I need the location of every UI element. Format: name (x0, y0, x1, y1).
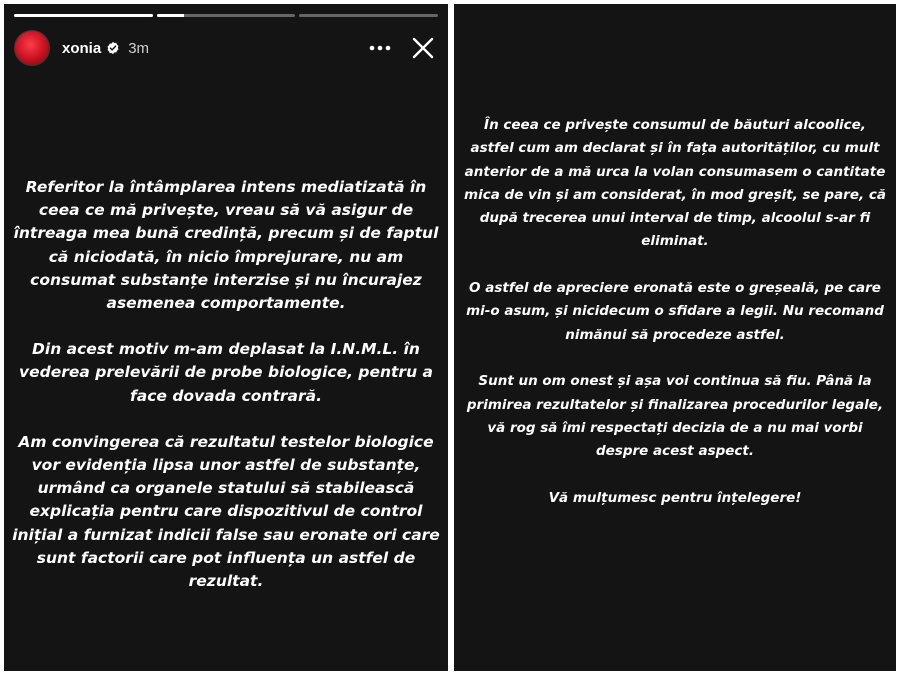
verified-badge-icon (106, 41, 120, 55)
story-text-left (12, 176, 440, 593)
progress-segment-1-fill (14, 14, 153, 17)
story-paragraph: Am convingerea că rezultatul testelor biologice vor evidenția lipsa unor astfel de substanțe, urmând ca organele statului să stabilească explicația pentru care dispozitivul de control inițial a furnizat indicii false sau eronate ori care sunt factorii care pot influența un astfel de rezultat. (12, 432, 440, 591)
progress-segment-1 (14, 14, 153, 17)
story-panel-right (454, 4, 896, 671)
story-text-right (462, 114, 888, 510)
progress-segment-3 (299, 14, 438, 17)
post-time: 3m (128, 39, 150, 57)
more-dots-icon[interactable] (368, 36, 392, 60)
story-header (14, 30, 436, 66)
story-panel-left (4, 4, 448, 671)
progress-segment-2-fill (157, 14, 185, 17)
story-paragraph: Vă mulțumesc pentru înțelegere! (548, 489, 802, 506)
story-paragraph: Referitor la întâmplarea intens mediatizată în ceea ce mă privește, vreau să vă asigur de întreaga mea bună credință, precum și de faptul că niciodată, în nicio împrejurare, nu am consumat substanțe interzise și nu încurajez asemenea comportamente. (13, 178, 439, 313)
progress-segment-2 (157, 14, 296, 17)
story-paragraph: O astfel de apreciere eronată este o greșeală, pe care mi-o asum, și nicidecum o sfidare a legii. Nu recomand nimănui să procedeze astfel. (466, 280, 884, 343)
story-paragraph: Sunt un om onest și așa voi continua să fiu. Până la primirea rezultatelor și finalizarea procedurilor legale, vă rog să îmi respectați decizia de a nu mai vorbi despre acest aspect. (466, 373, 884, 460)
story-paragraph: Din acest motiv m-am deplasat la I.N.M.L. în vederea prelevării de probe biologice, pentru a face dovada contrară. (19, 340, 433, 405)
profile-avatar[interactable] (14, 30, 50, 66)
username[interactable]: xonia (62, 39, 102, 57)
close-icon[interactable] (410, 35, 436, 61)
story-paragraph: În ceea ce privește consumul de băuturi alcoolice, astfel cum am declarat și în fața autorităților, cu mult anterior de a mă urca la volan consumasem o cantitate mica de vin și am considerat, în mod greșit, se pare, că după trecerea unui interval de timp, alcoolul s-ar fi eliminat. (464, 117, 886, 250)
story-progress-bar (14, 14, 438, 17)
